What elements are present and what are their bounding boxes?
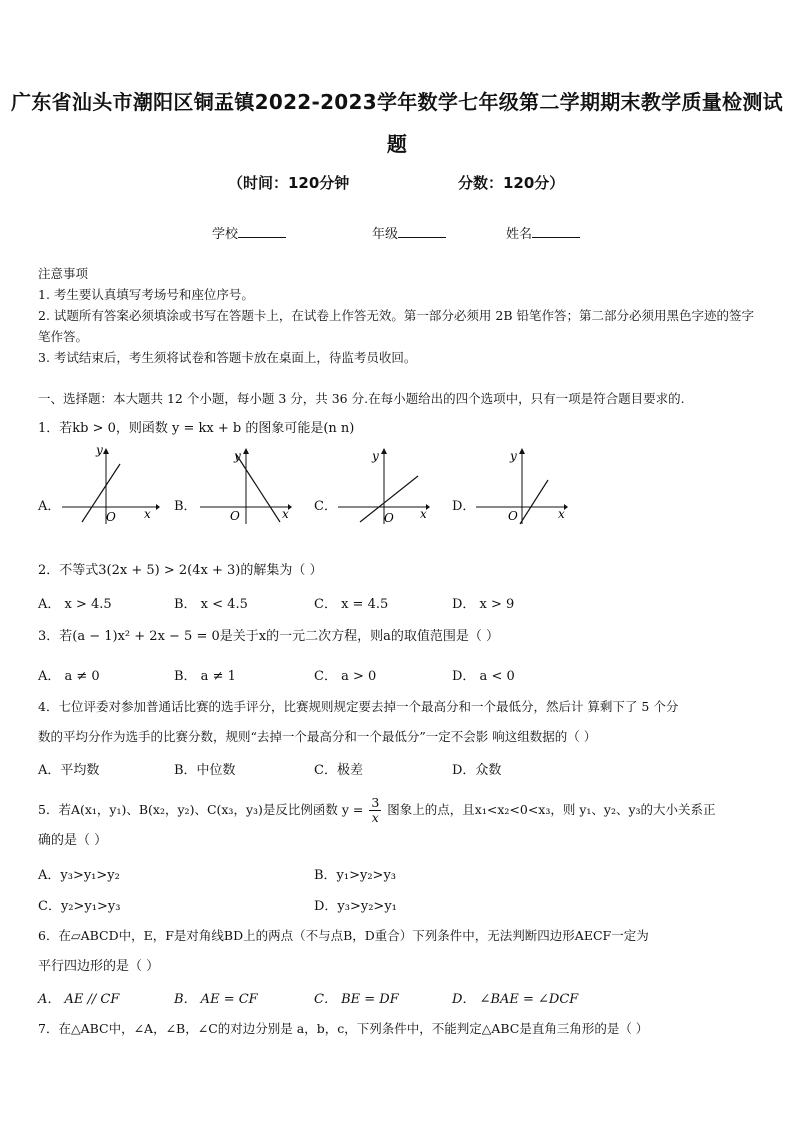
q1-d-origin: O <box>508 509 518 523</box>
q1-c-y-label: y <box>372 449 379 463</box>
grade-field[interactable] <box>372 223 446 242</box>
q1-c-origin: O <box>384 511 394 525</box>
q3-option-a[interactable]: A． a ≠ 0 <box>38 669 100 684</box>
q3-option-c[interactable]: C． a > 0 <box>314 669 377 684</box>
q6-option-a[interactable]: A． AE // CF <box>38 992 120 1007</box>
q4-stem-line2: 数的平均分作为选手的比赛分数，规则“去掉一个最高分和一个最低分”一定不会影 响这组数据的（ ） <box>38 729 597 744</box>
q1-d-y-label: y <box>510 449 517 463</box>
q1-a-origin: O <box>106 510 116 524</box>
q3-stem: 3．若(a − 1)x² + 2x − 5 = 0是关于x的一元二次方程，则a的取值范围是（ ） <box>38 629 499 644</box>
exam-score: 分数：120分） <box>458 174 565 192</box>
q1-b-origin: O <box>230 509 240 523</box>
q5-fraction <box>369 796 381 825</box>
q5-option-b[interactable]: B．y₁>y₂>y₃ <box>314 868 397 883</box>
q5-option-d[interactable]: D．y₃>y₂>y₁ <box>314 899 397 914</box>
q2-option-a[interactable]: A． x > 4.5 <box>38 597 112 612</box>
q6-option-b[interactable]: B． AE = CF <box>174 992 258 1007</box>
q1-option-b[interactable]: B． <box>174 499 197 514</box>
q6-stem-line2: 平行四边形的是（ ） <box>38 959 160 974</box>
q1-graph-d <box>474 446 574 526</box>
notes-item-3: 3. 考试结束后，考生须将试卷和答题卡放在桌面上，待监考员收回。 <box>38 350 417 365</box>
page-title-continued: 题 <box>386 132 408 156</box>
school-label: 学校 <box>212 227 239 242</box>
q3-option-d[interactable]: D． a < 0 <box>452 669 515 684</box>
q2-option-d[interactable]: D． x > 9 <box>452 597 515 612</box>
grade-blank[interactable] <box>398 225 446 238</box>
grade-label: 年级 <box>372 227 399 242</box>
q4-stem-line1: 4．七位评委对参加普通话比赛的选手评分，比赛规则规定要去掉一个最高分和一个最低分，然后计 算剩下了 5 个分 <box>38 699 679 714</box>
q5-frac-den: x <box>371 810 379 825</box>
q1-a-y-label: y <box>96 446 103 457</box>
q6-stem-line1: 6．在▱ABCD中，E，F是对角线BD上的两点（不与点B，D重合）下列条件中，无法判断四边形AECF一定为 <box>38 928 649 943</box>
q4-option-d[interactable]: D．众数 <box>452 763 502 778</box>
q2-option-c[interactable]: C． x = 4.5 <box>314 597 389 612</box>
section1-heading: 一、选择题：本大题共 12 个小题，每小题 3 分，共 36 分.在每小题给出的四个选项中，只有一项是符合题目要求的. <box>38 391 685 406</box>
q4-option-a[interactable]: A．平均数 <box>38 763 100 778</box>
q1-option-a[interactable]: A． <box>38 499 61 514</box>
notes-item-1: 1. 考生要认真填写考场号和座位序号。 <box>38 287 254 302</box>
q5-stem-a: 5．若A(x₁，y₁)、B(x₂，y₂)、C(x₃，y₃)是反比例函数 y = <box>38 802 364 817</box>
q1-graph-a <box>60 446 160 526</box>
q7-stem: 7．在△ABC中，∠A，∠B，∠C的对边分别是 a，b，c，下列条件中，不能判定△ABC是直角三角形的是（ ） <box>38 1021 649 1036</box>
q1-option-c[interactable]: C． <box>314 499 337 514</box>
q6-option-d[interactable]: D． ∠BAE = ∠DCF <box>452 992 579 1007</box>
q4-option-b[interactable]: B．中位数 <box>174 763 236 778</box>
q2-option-b[interactable]: B． x < 4.5 <box>174 597 248 612</box>
notes-block <box>38 263 760 368</box>
name-label: 姓名 <box>506 227 533 242</box>
q5-stem-b: 图象上的点，且x₁<x₂<0<x₃，则 y₁、y₂、y₃的大小关系正 <box>387 802 716 817</box>
q1-b-x-label: x <box>282 507 289 521</box>
q3-option-b[interactable]: B． a ≠ 1 <box>174 669 236 684</box>
q5-option-c[interactable]: C．y₂>y₁>y₃ <box>38 899 121 914</box>
q5-stem-line2: 确的是（ ） <box>38 833 108 848</box>
q1-graph-b <box>198 446 298 526</box>
name-field[interactable] <box>506 223 580 242</box>
notes-heading: 注意事项 <box>38 266 89 281</box>
school-blank[interactable] <box>238 225 286 238</box>
q1-option-d[interactable]: D． <box>452 499 476 514</box>
q1-c-x-label: x <box>420 507 427 521</box>
exam-time: （时间：120分钟 <box>228 174 350 192</box>
school-field[interactable] <box>212 223 286 242</box>
q5-option-a[interactable]: A．y₃>y₁>y₂ <box>38 868 120 883</box>
notes-item-2: 2. 试题所有答案必须填涂或书写在答题卡上，在试卷上作答无效。第一部分必须用 2B 铅笔作答；第二部分必须用黑色字迹的签字笔作答。 <box>38 308 754 344</box>
q4-option-c[interactable]: C．极差 <box>314 763 363 778</box>
name-blank[interactable] <box>532 225 580 238</box>
page-title: 广东省汕头市潮阳区铜盂镇2022-2023学年数学七年级第二学期期末教学质量检测试 <box>11 90 783 114</box>
q1-a-x-label: x <box>144 507 151 521</box>
q1-d-x-label: x <box>558 507 565 521</box>
q6-option-c[interactable]: C． BE = DF <box>314 992 399 1007</box>
q5-frac-num: 3 <box>371 795 380 810</box>
q5-stem <box>38 796 760 825</box>
q1-stem: 1．若kb > 0，则函数 y = kx + b 的图象可能是(n n) <box>38 421 355 436</box>
q1-graph-c <box>336 446 436 526</box>
q1-b-y-label: y <box>234 449 241 463</box>
q2-stem: 2．不等式3(2x + 5) > 2(4x + 3)的解集为（ ） <box>38 563 323 578</box>
